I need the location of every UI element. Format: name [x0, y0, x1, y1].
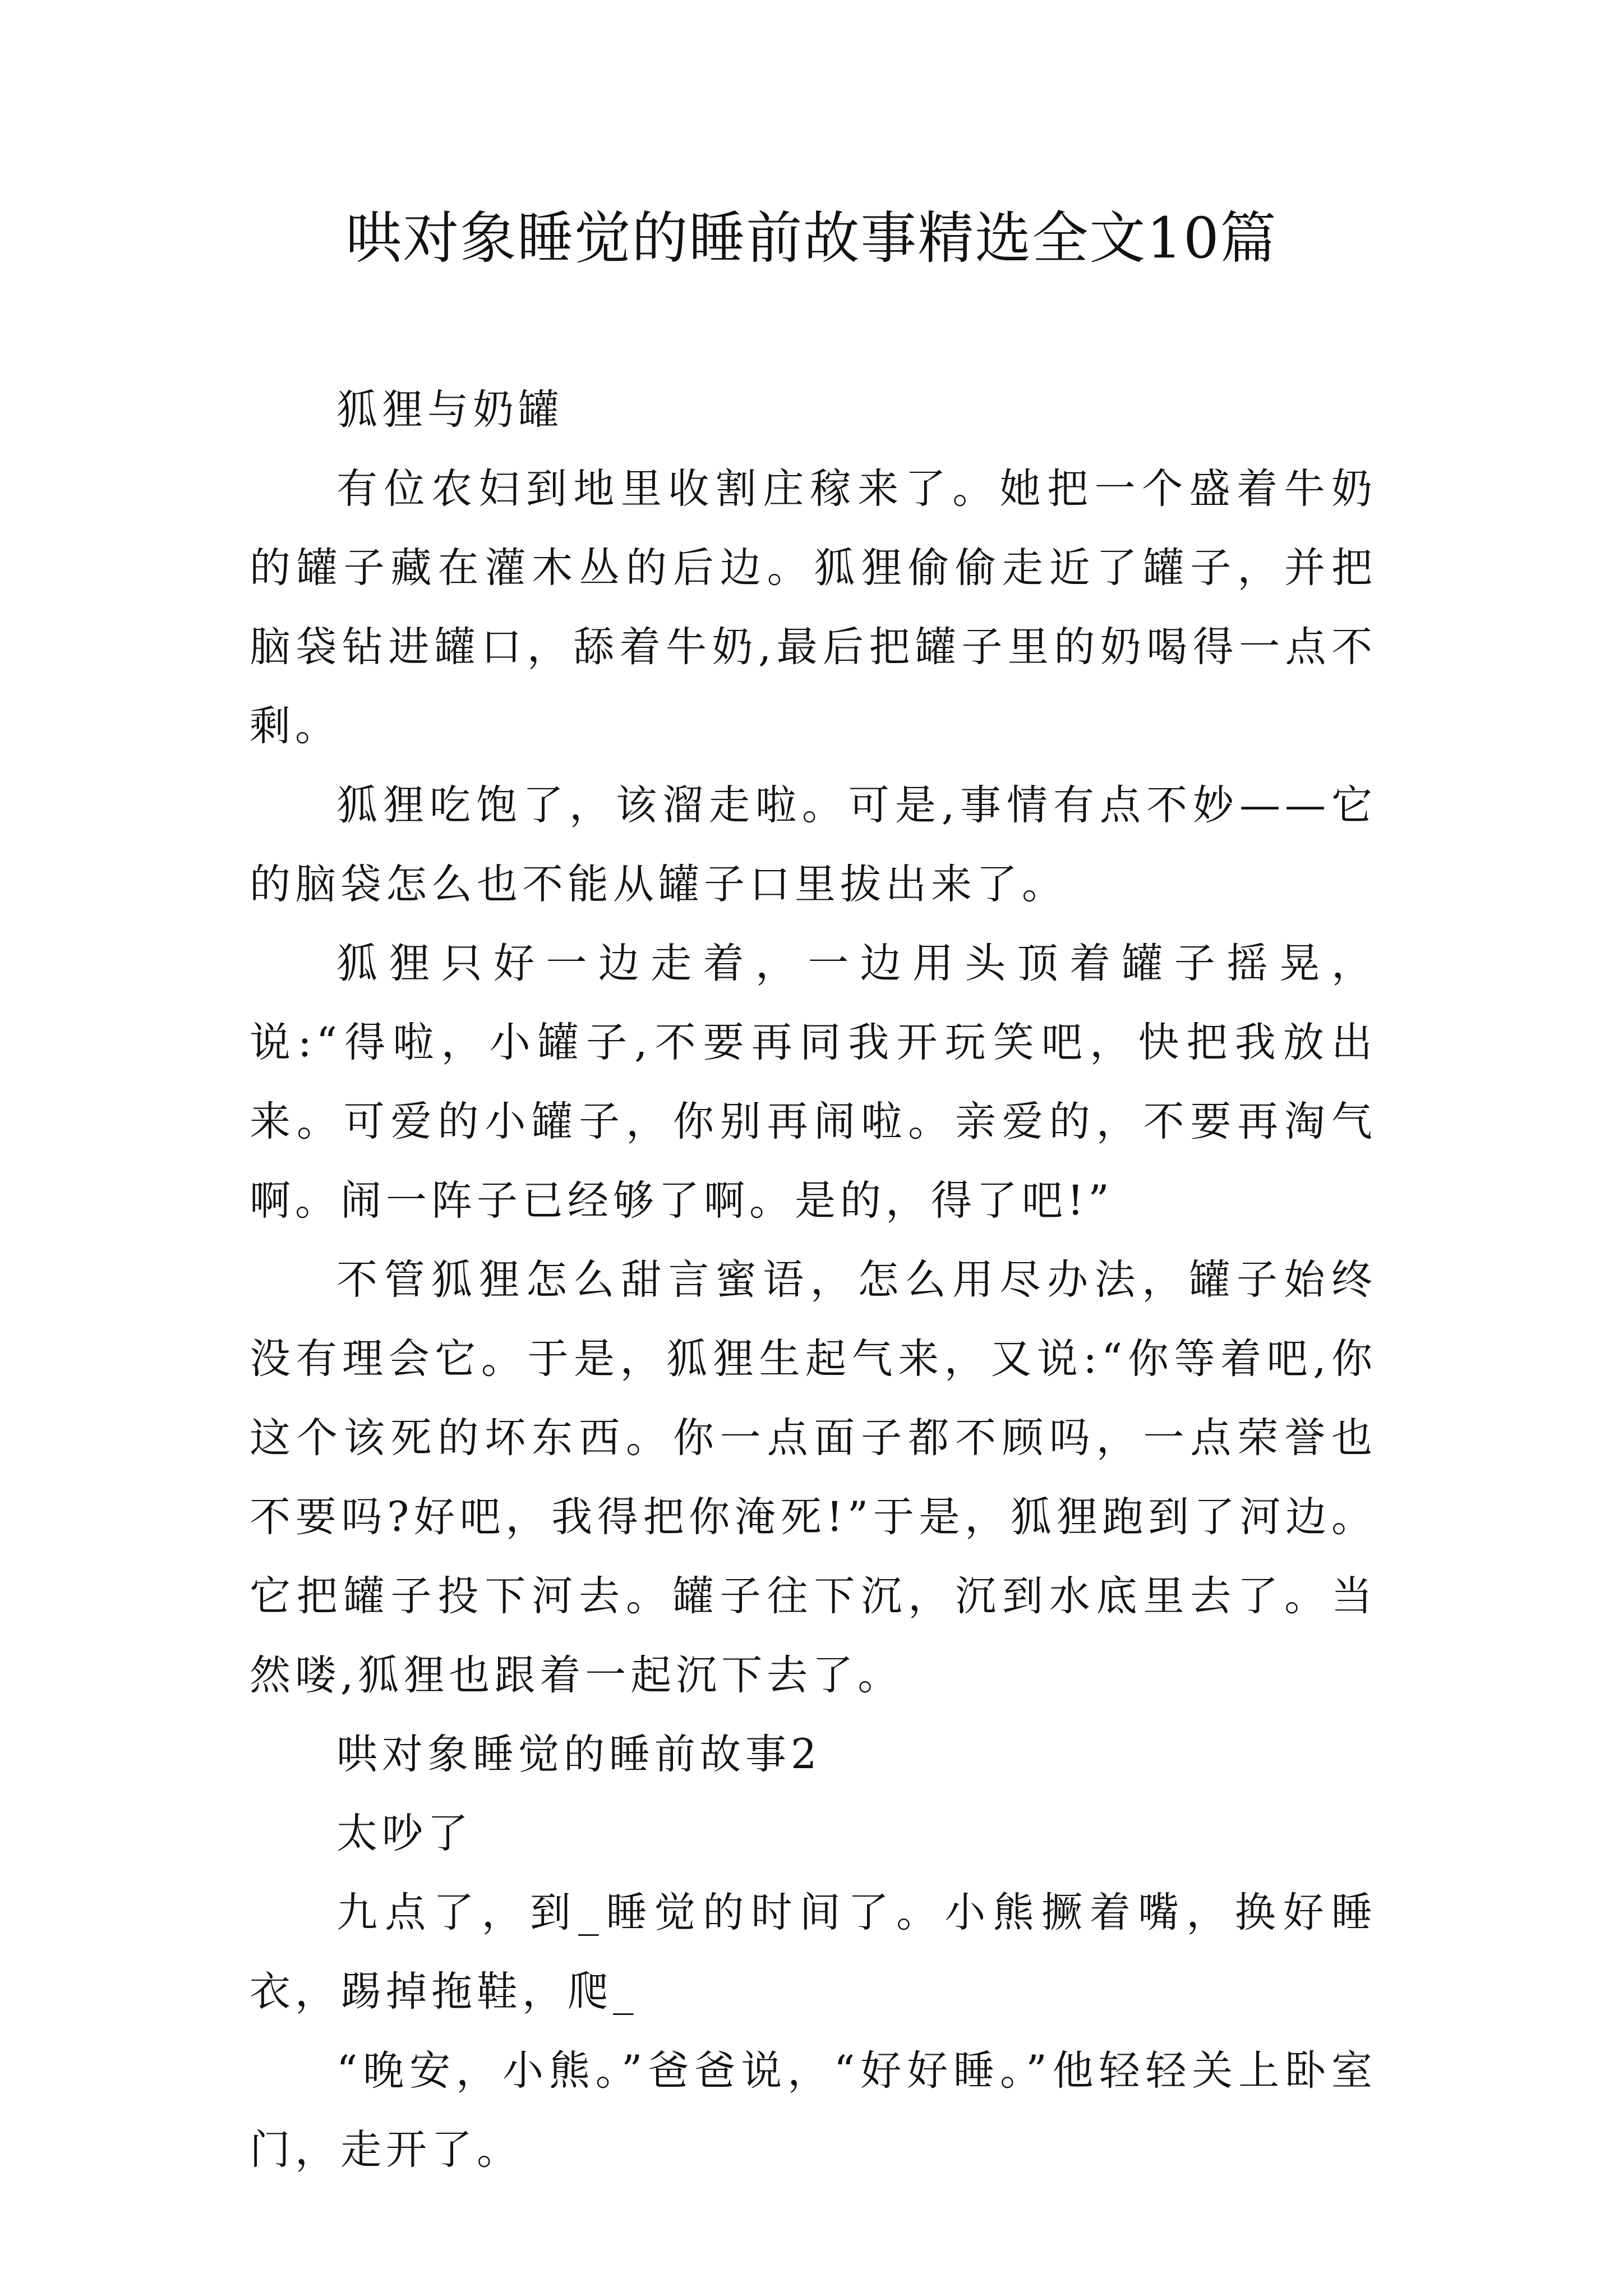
- body-paragraph: 狐狸只好一边走着，一边用头顶着罐子摇晃，说:“得啦，小罐子,不要再同我开玩笑吧，快把我放出来。可爱的小罐子，你别再闹啦。亲爱的，不要再淘气啊。闹一阵子已经够了啊。是的，得了吧!”: [250, 940, 1377, 1225]
- body-paragraph: 狐狸吃饱了，该溜走啦。可是,事情有点不妙——它的脑袋怎么也不能从罐子口里拔出来了。: [250, 781, 1377, 908]
- body-paragraph: 九点了，到_睡觉的时间了。小熊撅着嘴，换好睡衣，踢掉拖鞋，爬_: [250, 1889, 1377, 2016]
- story-heading: 太吵了: [336, 1810, 473, 1857]
- body-paragraph: 有位农妇到地里收割庄稼来了。她把一个盛着牛奶的罐子藏在灌木丛的后边。狐狸偷偷走近了罐子，并把脑袋钻进罐口，舔着牛奶,最后把罐子里的奶喝得一点不剩。: [250, 465, 1377, 750]
- body-paragraph: 不管狐狸怎么甜言蜜语，怎么用尽办法，罐子始终没有理会它。于是，狐狸生起气来，又说:“你等着吧,你这个该死的坏东西。你一点面子都不顾吗，一点荣誉也不要吗?好吧，我得把你淹死!”于是，狐狸跑到了河边。它把罐子投下河去。罐子往下沉，沉到水底里去了。当然喽,狐狸也跟着一起沉下去了。: [250, 1256, 1377, 1699]
- section-heading: 哄对象睡觉的睡前故事2: [336, 1731, 822, 1778]
- body-paragraph: “晚安，小熊。”爸爸说，“好好睡。”他轻轻关上卧室门，走开了。: [250, 2047, 1377, 2174]
- story-heading: 狐狸与奶罐: [336, 386, 564, 434]
- document-body: [250, 370, 1377, 2189]
- document-title: 哄对象睡觉的睡前故事精选全文10篇: [345, 205, 1278, 271]
